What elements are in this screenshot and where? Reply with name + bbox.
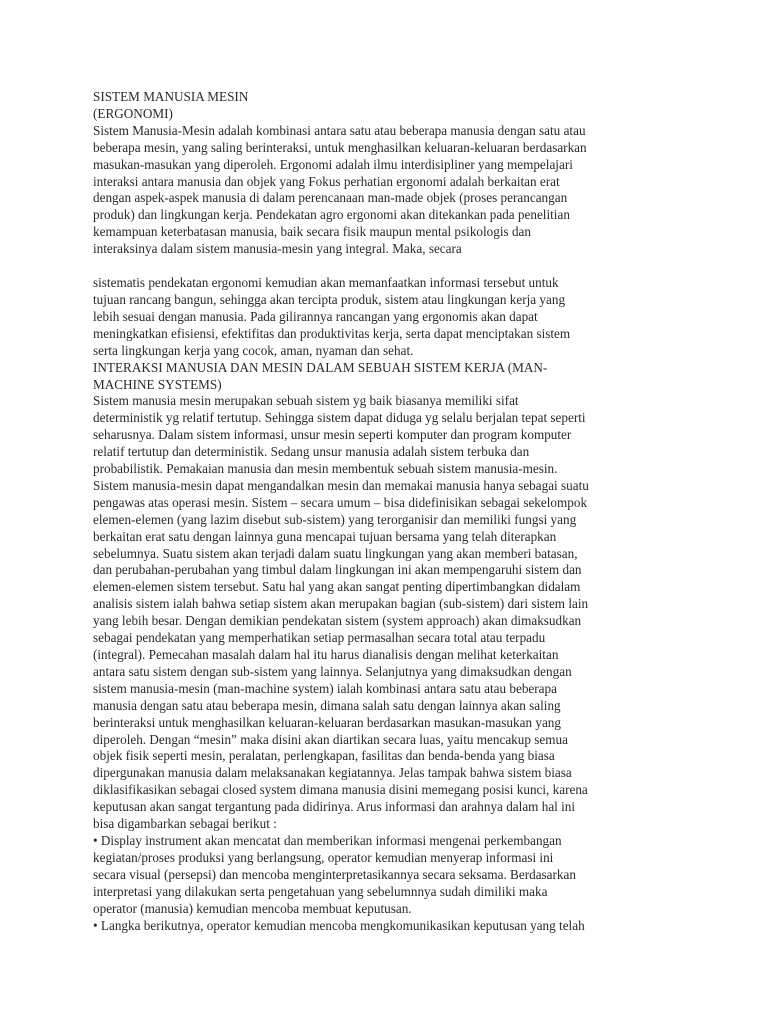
text-line: sistematis pendekatan ergonomi kemudian akan memanfaatkan informasi tersebut untuk bbox=[93, 275, 559, 291]
text-line: diklasifikasikan sebagai closed system dimana manusia disini memegang posisi kunci, karena bbox=[93, 782, 588, 798]
text-line: kemampuan keterbatasan manusia, baik secara fisik maupun mental psikologis dan bbox=[93, 224, 531, 240]
text-line: manusia dengan satu atau beberapa mesin, dimana salah satu dengan lainnya akan saling bbox=[93, 697, 561, 713]
bullet-line: kegiatan/proses produksi yang berlangsung, operator kemudian menyerap informasi ini bbox=[93, 849, 554, 865]
text-line: dan perubahan-perubahan yang timbul dalam lingkungan ini akan mempengaruhi sistem dan bbox=[93, 562, 582, 578]
text-line: interaksinya dalam sistem manusia-mesin yang integral. Maka, secara bbox=[93, 241, 462, 257]
bullet-list bbox=[93, 833, 681, 934]
text-line: keputusan akan sangat tergantung pada didirinya. Arus informasi dan arahnya dalam hal ini bbox=[93, 799, 576, 815]
bullet-line: interpretasi yang dilakukan serta pengetahuan yang sebelumnnya sudah dimiliki maka bbox=[93, 883, 548, 899]
text-line: (integral). Pemecahan masalah dalam hal itu harus dianalisis dengan melihat keterkaitan bbox=[93, 647, 559, 662]
text-line: sebelumnya. Suatu sistem akan terjadi dalam suatu lingkungan yang akan memberi batasan, bbox=[93, 545, 578, 561]
document-subtitle: (ERGONOMI) bbox=[93, 105, 173, 121]
text-line: dengan aspek-aspek manusia di dalam perencanaan man-made objek (proses perancangan bbox=[93, 190, 568, 206]
text-line: objek fisik seperti mesin, peralatan, perlengkapan, fasilitas dan benda-benda yang biasa bbox=[93, 748, 555, 764]
text-line: interaksi antara manusia dan objek yang Fokus perhatian ergonomi adalah berkaitan erat bbox=[93, 173, 560, 189]
text-line: pengawas atas operasi mesin. Sistem – secara umum – bisa didefinisikan sebagai sekelompok bbox=[93, 494, 588, 510]
text-line: Sistem manusia-mesin dapat mengandalkan mesin dan memakai manusia hanya sebagai suatu bbox=[93, 477, 589, 493]
text-line: sebagai pendekatan yang memperhatikan setiap permasalhan secara total atau terpadu bbox=[93, 630, 546, 646]
paragraph-1 bbox=[93, 123, 681, 258]
section-heading bbox=[93, 360, 681, 394]
paragraph-3 bbox=[93, 393, 681, 833]
text-line: deterministik yg relatif tertutup. Sehingga sistem dapat diduga yg selalu berjalan tepat seperti bbox=[93, 410, 586, 426]
text-line: masukan-masukan yang diperoleh. Ergonomi adalah ilmu interdisipliner yang mempelajari bbox=[93, 156, 573, 172]
text-line: seharusnya. Dalam sistem informasi, unsur mesin seperti komputer dan program komputer bbox=[93, 427, 572, 443]
bullet-line: operator (manusia) kemudian mencoba membuat keputusan. bbox=[93, 900, 412, 916]
bullet-line: • Display instrument akan mencatat dan memberikan informasi mengenai perkembangan bbox=[93, 832, 562, 848]
document-title: SISTEM MANUSIA MESIN bbox=[93, 89, 249, 104]
text-line: diperoleh. Dengan “mesin” maka disini akan diartikan secara luas, yaitu mencakup semua bbox=[93, 731, 568, 747]
bullet-line: secara visual (persepsi) dan mencoba menginterpretasikannya secara seksama. Berdasarkan bbox=[93, 866, 576, 882]
text-line: Sistem Manusia-Mesin adalah kombinasi antara satu atau beberapa manusia dengan satu atau bbox=[93, 122, 586, 138]
text-line: antara satu sistem dengan sub-sistem yang lainnya. Selanjutnya yang dimaksudkan dengan bbox=[93, 663, 572, 679]
paragraph-2 bbox=[93, 275, 681, 360]
text-line: dipergunakan manusia dalam melaksanakan kegiatannya. Jelas tampak bahwa sistem biasa bbox=[93, 765, 572, 781]
text-line: tujuan rancang bangun, sehingga akan tercipta produk, sistem atau lingkungan kerja yang bbox=[93, 291, 566, 307]
text-line: relatif tertutup dan deterministik. Sedang unsur manusia adalah sistem terbuka dan bbox=[93, 444, 530, 460]
text-line: serta lingkungan kerja yang cocok, aman, nyaman dan sehat. bbox=[93, 342, 414, 358]
text-line: elemen-elemen sistem tersebut. Satu hal yang akan sangat penting dipertimbangkan didalam bbox=[93, 579, 581, 595]
text-line: Sistem manusia mesin merupakan sebuah sistem yg baik biasanya memiliki sifat bbox=[93, 393, 519, 409]
paragraph-gap bbox=[93, 258, 681, 275]
text-line: meningkatkan efisiensi, efektifitas dan produktivitas kerja, serta dapat menciptakan sistem bbox=[93, 325, 571, 341]
text-line: lebih sesuai dengan manusia. Pada gilirannya rancangan yang ergonomis akan dapat bbox=[93, 308, 538, 324]
document-body bbox=[93, 89, 681, 934]
text-line: berinteraksi untuk menghasilkan keluaran-keluaran berdasarkan masukan-masukan yang bbox=[93, 714, 561, 730]
heading-line: INTERAKSI MANUSIA DAN MESIN DALAM SEBUAH SISTEM KERJA (MAN- bbox=[93, 359, 548, 375]
text-line: yang lebih besar. Dengan demikian pendekatan sistem (system approach) akan dimaksudkan bbox=[93, 613, 582, 629]
text-line: sistem manusia-mesin (man-machine system) ialah kombinasi antara satu atau beberapa bbox=[93, 680, 557, 696]
text-line: produk) dan lingkungan kerja. Pendekatan agro ergonomi akan ditekankan pada penelitian bbox=[93, 207, 570, 223]
text-line: elemen-elemen (yang lazim disebut sub-sistem) yang terorganisir dan memiliki fungsi yang bbox=[93, 511, 577, 527]
text-line: berkaitan erat satu dengan lainnya guna mencapai tujuan bersama yang telah diterapkan bbox=[93, 528, 557, 544]
text-line: bisa digambarkan sebagai berikut : bbox=[93, 816, 277, 832]
heading-line: MACHINE SYSTEMS) bbox=[93, 376, 222, 392]
text-line: analisis sistem ialah bahwa setiap sistem akan merupakan bagian (sub-sistem) dari sistem lain bbox=[93, 596, 589, 612]
bullet-line: • Langka berikutnya, operator kemudian mencoba mengkomunikasikan keputusan yang telah bbox=[93, 917, 585, 933]
text-line: beberapa mesin, yang saling berinteraksi, untuk menghasilkan keluaran-keluaran berdasarkan bbox=[93, 139, 587, 155]
text-line: probabilistik. Pemakaian manusia dan mesin membentuk sebuah sistem manusia-mesin. bbox=[93, 461, 558, 477]
